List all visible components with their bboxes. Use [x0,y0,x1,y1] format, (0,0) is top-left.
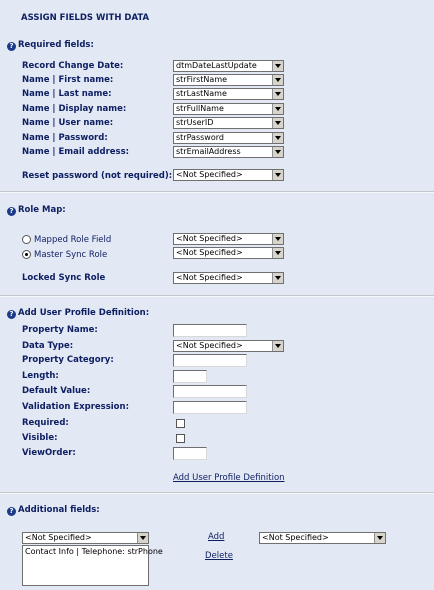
password-select[interactable]: strPassword [173,132,284,144]
display-name-select[interactable]: strFullName [173,103,284,115]
reset-password-label: Reset password (not required): [22,171,173,181]
help-icon[interactable]: ? [7,207,16,216]
property-category-label: Property Category: [22,355,114,365]
required-fields-heading: ? Required fields: [7,40,94,51]
chevron-down-icon [137,533,148,543]
chevron-down-icon [272,133,283,143]
user-name-select[interactable]: strUserID [173,117,284,129]
additional-target-select[interactable]: <Not Specified> [259,532,386,544]
length-label: Length: [22,371,59,381]
mapped-role-field-label: Mapped Role Field [34,235,112,245]
validation-expression-input[interactable] [173,401,247,414]
mapped-role-field-select[interactable]: <Not Specified> [173,233,284,245]
first-name-label: Name | First name: [22,75,114,85]
last-name-label: Name | Last name: [22,89,112,99]
additional-field-select[interactable]: <Not Specified> [22,532,149,544]
chevron-down-icon [272,248,283,258]
visible-checkbox[interactable] [176,434,185,443]
list-item[interactable]: Contact Info | Telephone: strPhone [25,547,163,556]
chevron-down-icon [374,533,385,543]
validation-expression-label: Validation Expression: [22,402,129,412]
chevron-down-icon [272,61,283,71]
section-divider [0,191,434,193]
additional-fields-listbox[interactable] [22,545,163,586]
master-sync-role-label: Master Sync Role [34,250,108,260]
chevron-down-icon [272,273,283,283]
add-link[interactable]: Add [208,532,225,542]
help-icon[interactable]: ? [7,507,16,516]
property-category-input[interactable] [173,354,247,367]
chevron-down-icon [272,234,283,244]
last-name-select[interactable]: strLastName [173,88,284,100]
mapped-role-field-radio[interactable] [22,235,31,244]
chevron-down-icon [272,147,283,157]
record-change-date-label: Record Change Date: [22,61,124,71]
reset-password-select[interactable]: <Not Specified> [173,169,284,181]
role-map-heading: ? Role Map: [7,205,66,216]
data-type-label: Data Type: [22,341,74,351]
required-label: Required: [22,418,69,428]
first-name-select[interactable]: strFirstName [173,74,284,86]
locked-sync-role-label: Locked Sync Role [22,273,106,283]
user-name-label: Name | User name: [22,118,114,128]
add-profile-definition-link[interactable]: Add User Profile Definition [173,473,285,483]
vieworder-label: ViewOrder: [22,448,76,458]
master-sync-role-select[interactable]: <Not Specified> [173,247,284,259]
display-name-label: Name | Display name: [22,104,127,114]
help-icon[interactable]: ? [7,42,16,51]
password-label: Name | Password: [22,133,108,143]
property-name-label: Property Name: [22,325,98,335]
chevron-down-icon [272,118,283,128]
chevron-down-icon [272,341,283,351]
visible-label: Visible: [22,433,58,443]
delete-link[interactable]: Delete [205,551,233,561]
default-value-label: Default Value: [22,386,91,396]
length-input[interactable] [173,370,207,383]
page-title: ASSIGN FIELDS WITH DATA [21,13,150,23]
email-address-label: Name | Email address: [22,147,130,157]
vieworder-input[interactable] [173,447,207,460]
email-address-select[interactable]: strEmailAddress [173,146,284,158]
data-type-select[interactable]: <Not Specified> [173,340,284,352]
default-value-input[interactable] [173,385,247,398]
additional-fields-heading: ? Additional fields: [7,505,100,516]
record-change-date-select[interactable]: dtmDateLastUpdate [173,60,284,72]
chevron-down-icon [272,89,283,99]
help-icon[interactable]: ? [7,310,16,319]
chevron-down-icon [272,75,283,85]
property-name-input[interactable] [173,324,247,337]
required-checkbox[interactable] [176,419,185,428]
section-divider [0,492,434,494]
profile-definition-heading: ? Add User Profile Definition: [7,308,149,319]
chevron-down-icon [272,170,283,180]
master-sync-role-radio[interactable] [22,250,31,259]
chevron-down-icon [272,104,283,114]
section-divider [0,295,434,297]
locked-sync-role-select[interactable]: <Not Specified> [173,272,284,284]
